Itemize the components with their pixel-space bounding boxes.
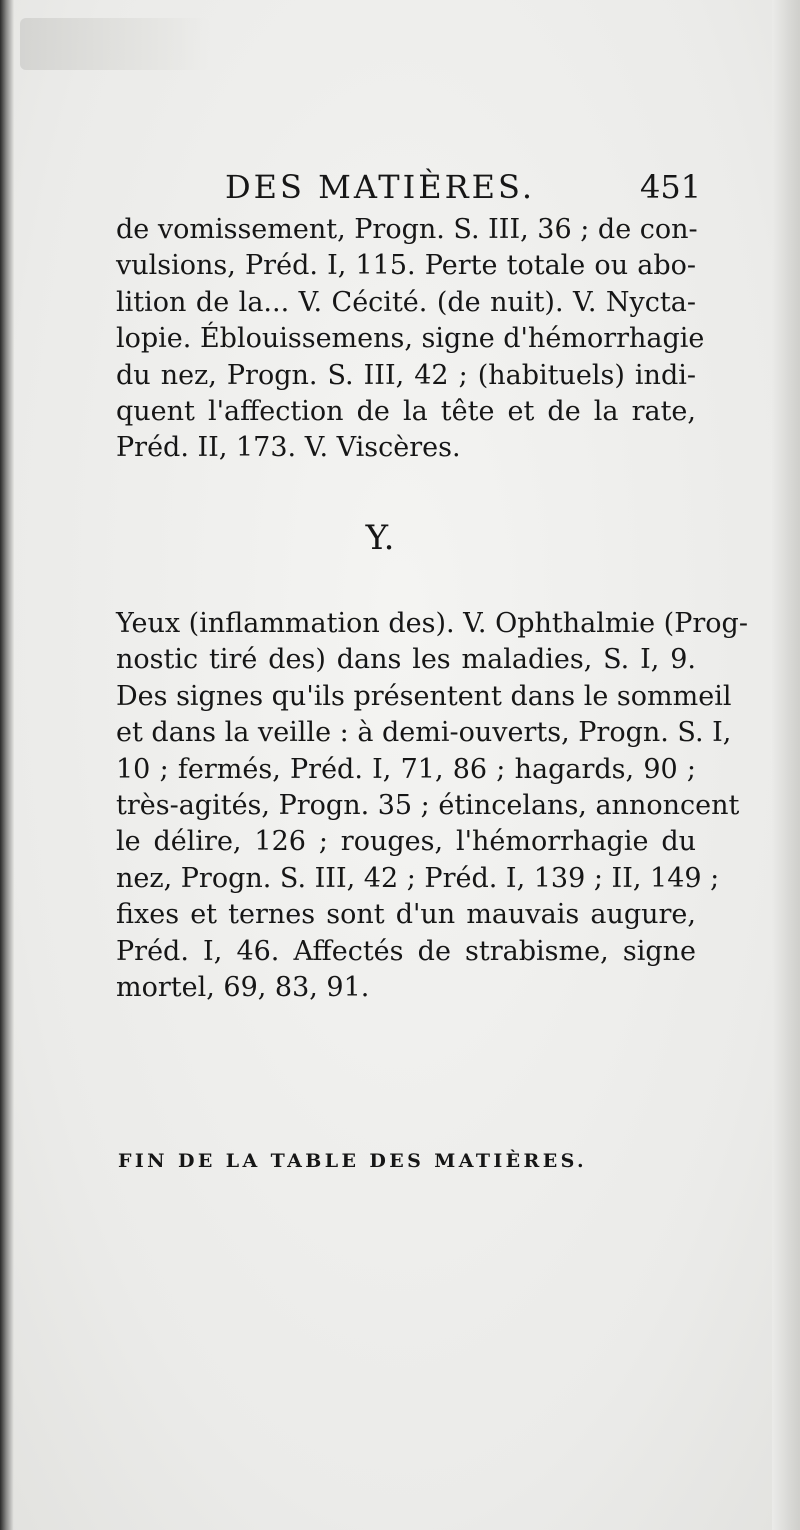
- text-line: mortel, 69, 83, 91.: [116, 972, 370, 1004]
- text-line: de vomissement, Progn. S. III, 36 ; de con-: [116, 214, 698, 245]
- text-line: et dans la veille : à demi-ouverts, Progn. S. I,: [116, 717, 732, 749]
- text-line: très-agités, Progn. 35 ; étincelans, annoncent: [116, 790, 740, 822]
- text-line: lopie. Éblouissemens, signe d'hémorrhagie: [116, 323, 705, 355]
- text-line: nez, Progn. S. III, 42 ; Préd. I, 139 ; II, 149 ;: [116, 862, 720, 894]
- page-right-edge: [772, 0, 800, 1530]
- page-number: 451: [640, 168, 702, 206]
- text-line: le délire, 126 ; rouges, l'hémorrhagie du: [116, 826, 696, 858]
- index-entry-yeux: [116, 606, 748, 1006]
- text-line: Yeux (inflammation des). V. Ophthalmie (Prog-: [116, 608, 748, 639]
- text-line: 10 ; fermés, Préd. I, 71, 86 ; hagards, 90 ;: [116, 753, 696, 785]
- text-line: du nez, Progn. S. III, 42 ; (habituels) indi-: [116, 359, 696, 391]
- text-line: quent l'affection de la tête et de la rate,: [116, 396, 696, 428]
- closing-line: FIN DE LA TABLE DES MATIÈRES.: [118, 1150, 588, 1172]
- text-line: fixes et ternes sont d'un mauvais augure,: [116, 899, 696, 931]
- text-line: Des signes qu'ils présentent dans le sommeil: [116, 680, 732, 712]
- running-title: DES MATIÈRES.: [225, 168, 535, 206]
- text-line: lition de la... V. Cécité. (de nuit). V. Nycta-: [116, 286, 696, 318]
- text-line: Préd. II, 173. V. Viscères.: [116, 432, 461, 464]
- text-line: vulsions, Préd. I, 115. Perte totale ou abo-: [116, 250, 696, 282]
- section-heading: Y.: [365, 518, 395, 558]
- text-line: Préd. I, 46. Affectés de strabisme, signe: [116, 935, 696, 967]
- text-line: nostic tiré des) dans les maladies, S. I, 9.: [116, 644, 696, 676]
- page-left-edge-shadow: [0, 0, 14, 1530]
- page-stain: [20, 18, 210, 70]
- index-entry-yeux-continued: [116, 212, 705, 467]
